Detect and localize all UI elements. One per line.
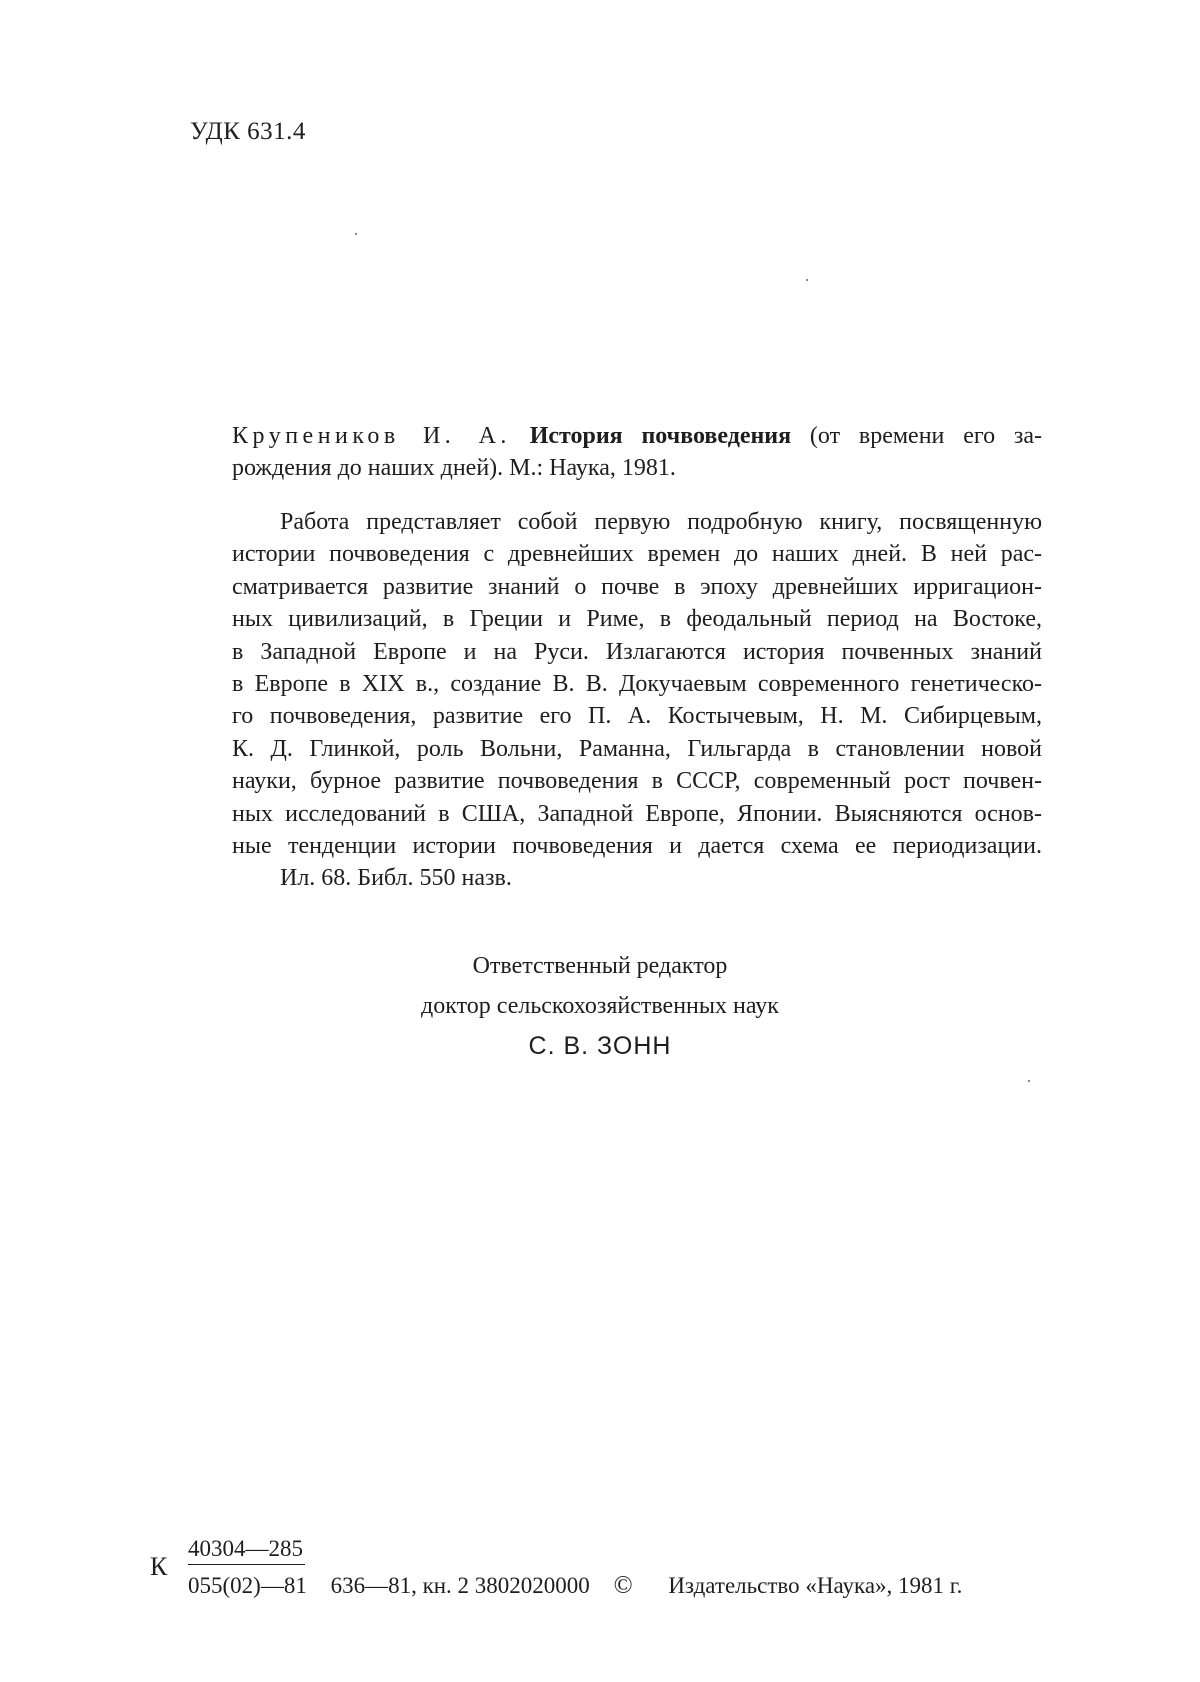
copyright-icon: ©	[613, 1572, 633, 1599]
abstract-footnote: Ил. 68. Библ. 550 назв.	[280, 865, 512, 892]
abstract-line: К. Д. Глинкой, роль Вольни, Раманна, Гильгарда в становлении новой	[232, 735, 1042, 762]
abstract	[232, 506, 1042, 895]
abstract-line: го почвоведения, развитие его П. А. Костычевым, Н. М. Сибирцевым,	[232, 703, 1042, 730]
abstract-line: в Западной Европе и на Руси. Излагаются история почвенных знаний	[232, 638, 1042, 665]
abstract-line: ные тенденции истории почвоведения и дается схема ее периодизации.	[232, 833, 1042, 860]
abstract-line: науки, бурное развитие почвоведения в СССР, современный рост почвен-	[232, 768, 1042, 795]
index-letter: К	[150, 1552, 168, 1581]
editor-degree: доктор сельскохозяйственных наук	[421, 993, 779, 1019]
udk-code: УДК 631.4	[190, 118, 306, 145]
scan-speck	[806, 279, 808, 281]
order-number: 636—81, кн. 2 3802020000	[330, 1573, 590, 1598]
index-bottom: 055(02)—81	[188, 1573, 307, 1598]
citation-title: История почвоведения	[529, 423, 792, 449]
abstract-line: Работа представляет собой первую подробную книгу, посвященную	[280, 509, 1042, 535]
abstract-line: в Европе в XIX в., создание В. В. Докучаевым современного генетическо-	[232, 671, 1042, 698]
citation-line-2: рождения до наших дней). М.: Наука, 1981.	[232, 455, 676, 481]
abstract-line: сматривается развитие знаний о почве в эпоху древнейших ирригацион-	[232, 573, 1042, 600]
editor-name: С. В. ЗОНН	[528, 1032, 672, 1060]
scan-speck	[1028, 1080, 1030, 1082]
citation-line-1	[232, 420, 1042, 452]
publisher: Издательство «Наука», 1981 г.	[668, 1573, 963, 1598]
bibliographic-citation	[232, 420, 1042, 484]
imprint-line	[188, 1572, 980, 1600]
scan-speck	[355, 233, 357, 235]
citation-author: Крупеников И. А.	[232, 423, 511, 449]
citation-rest: (от времени его за-	[809, 423, 1043, 449]
index-top: 40304—285	[188, 1536, 305, 1565]
publication-index	[188, 1536, 305, 1565]
abstract-line: ных цивилизаций, в Греции и Риме, в феодальный период на Востоке,	[232, 606, 1042, 633]
abstract-line: ных исследований в США, Западной Европе, Японии. Выясняются основ-	[232, 800, 1042, 827]
editor-role: Ответственный редактор	[472, 953, 728, 979]
abstract-line: истории почвоведения с древнейших времен до наших дней. В ней рас-	[232, 541, 1042, 568]
